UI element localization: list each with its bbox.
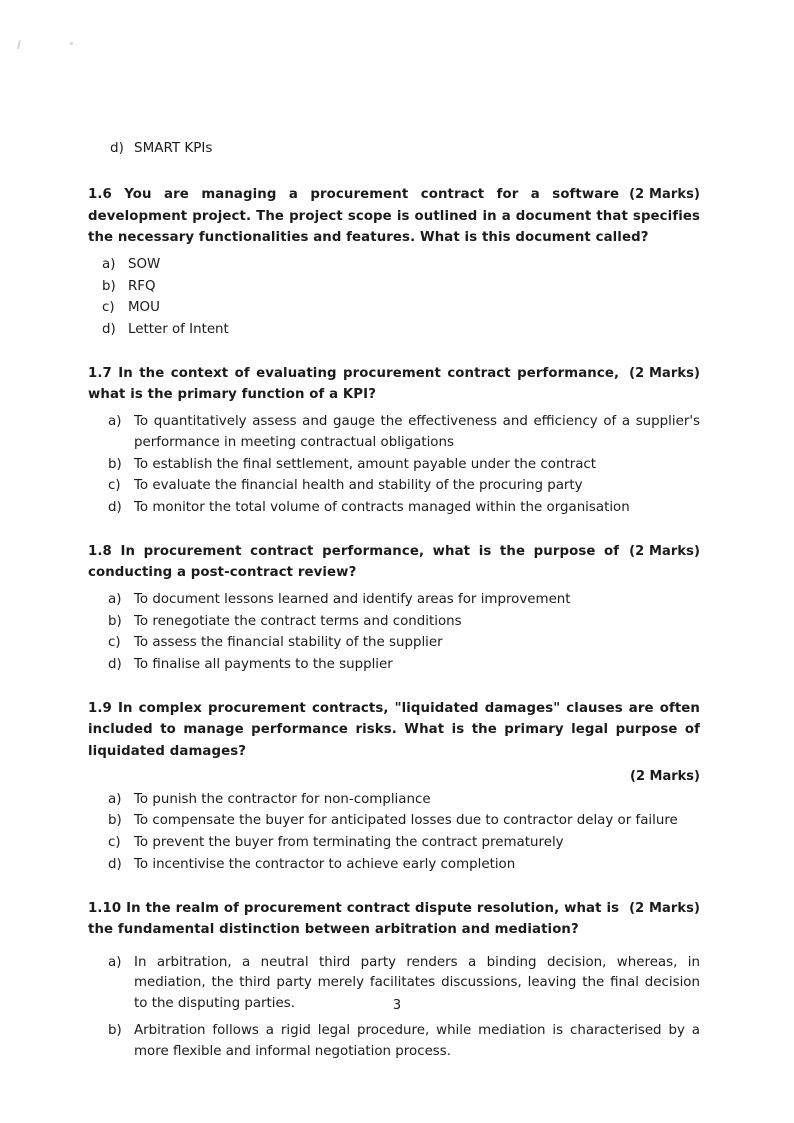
option-letter: b) [108, 613, 122, 629]
option-text: To assess the financial stability of the supplier [134, 635, 443, 651]
marks-label: (2 Marks) [629, 365, 700, 381]
question-text: In complex procurement contracts, "liquidated damages" clauses are often included to manage performance risks. What is the primary legal purpose of liquidated damages? [88, 700, 700, 759]
list-item [88, 590, 700, 611]
list-item [88, 476, 700, 497]
option-text: MOU [128, 300, 160, 316]
option-text: Letter of Intent [128, 322, 229, 338]
option-letter: d) [108, 856, 122, 872]
question-block [88, 698, 700, 876]
question-number: 1.8 [88, 543, 112, 559]
option-text: Arbitration follows a rigid legal procedure, while mediation is characterised by a more flexible and informal negotiation process. [134, 1022, 700, 1059]
question-block [88, 898, 700, 1063]
question-text: You are managing a procurement contract for a software development project. The project scope is outlined in a document that specifies the necessary functionalities and features. What is this document called? [88, 187, 700, 246]
option-letter: c) [108, 835, 121, 851]
option-letter: a) [108, 413, 122, 429]
question-text: In the realm of procurement contract dispute resolution, what is the fundamental distinction between arbitration and mediation? [88, 900, 620, 938]
option-letter: b) [102, 278, 116, 294]
option-letter: c) [108, 478, 121, 494]
option-text: In arbitration, a neutral third party renders a binding decision, whereas, in mediation, the third party merely facilitates discussions, leaving the final decision to the disputing parties. [134, 954, 700, 1012]
option-text: To compensate the buyer for anticipated losses due to contractor delay or failure [134, 813, 678, 829]
option-letter: a) [108, 591, 122, 607]
option-letter: d) [108, 500, 122, 516]
option-letter: b) [108, 813, 122, 829]
list-item [88, 633, 700, 654]
question-heading [88, 541, 700, 584]
option-text: To incentivise the contractor to achieve early completion [134, 856, 516, 872]
option-letter: b) [108, 1022, 122, 1038]
question-heading [88, 184, 700, 249]
option-text: To quantitatively assess and gauge the effectiveness and efficiency of a supplier's performance in meeting contractual obligations [134, 413, 700, 450]
list-item [88, 790, 700, 811]
question-heading [88, 698, 700, 763]
option-text: SOW [128, 256, 161, 272]
option-letter: c) [102, 300, 115, 316]
marks-label: (2 Marks) [629, 900, 700, 916]
option-text: To punish the contractor for non-compliance [134, 791, 431, 807]
option-letter: a) [108, 954, 122, 970]
question-text: In the context of evaluating procurement contract performance, what is the primary function of a KPI? [88, 365, 620, 403]
question-number: 1.6 [88, 187, 112, 203]
question-heading [88, 363, 700, 406]
question-text: In procurement contract performance, what is the purpose of conducting a post-contract review? [88, 543, 620, 581]
question-number: 1.7 [88, 365, 112, 381]
question-block [88, 184, 700, 341]
question-block [88, 363, 700, 519]
option-text: To finalise all payments to the supplier [134, 657, 393, 673]
option-letter: d) [108, 657, 122, 673]
list-item [88, 655, 700, 676]
option-letter: d) [110, 140, 124, 156]
option-text: RFQ [128, 278, 156, 294]
marks-label: (2 Marks) [630, 768, 700, 784]
list-item [88, 833, 700, 854]
option-text: To prevent the buyer from terminating the contract prematurely [134, 835, 564, 851]
option-list [88, 412, 700, 519]
list-item [88, 412, 700, 454]
option-letter: b) [108, 456, 122, 472]
option-letter: c) [108, 635, 121, 651]
scan-speck [17, 40, 21, 49]
marks-label: (2 Marks) [629, 187, 700, 203]
option-list [88, 590, 700, 676]
list-item [88, 277, 700, 298]
question-block [88, 541, 700, 676]
list-item [88, 455, 700, 476]
list-item [88, 811, 700, 832]
option-text: SMART KPIs [134, 140, 213, 156]
option-text: To document lessons learned and identify areas for improvement [134, 591, 571, 607]
list-item [88, 298, 700, 319]
question-number: 1.10 [88, 900, 122, 916]
list-item [88, 855, 700, 876]
question-heading [88, 898, 700, 941]
list-item [88, 1021, 700, 1063]
option-letter: a) [102, 256, 116, 272]
scan-speck [70, 42, 73, 45]
page-content [88, 138, 700, 1084]
option-text: To evaluate the financial health and stability of the procuring party [134, 478, 583, 494]
page-number: 3 [392, 998, 402, 1013]
list-item [88, 320, 700, 341]
list-item [88, 498, 700, 519]
option-text: To monitor the total volume of contracts managed within the organisation [134, 500, 630, 516]
list-item [88, 612, 700, 633]
list-item [88, 255, 700, 276]
question-number: 1.9 [88, 700, 112, 716]
option-text: To renegotiate the contract terms and conditions [134, 613, 462, 629]
option-letter: a) [108, 791, 122, 807]
option-letter: d) [102, 322, 116, 338]
option-list [88, 790, 700, 876]
list-item [110, 138, 700, 158]
option-text: To establish the final settlement, amount payable under the contract [134, 456, 597, 472]
marks-label: (2 Marks) [629, 543, 700, 559]
option-list [88, 255, 700, 341]
